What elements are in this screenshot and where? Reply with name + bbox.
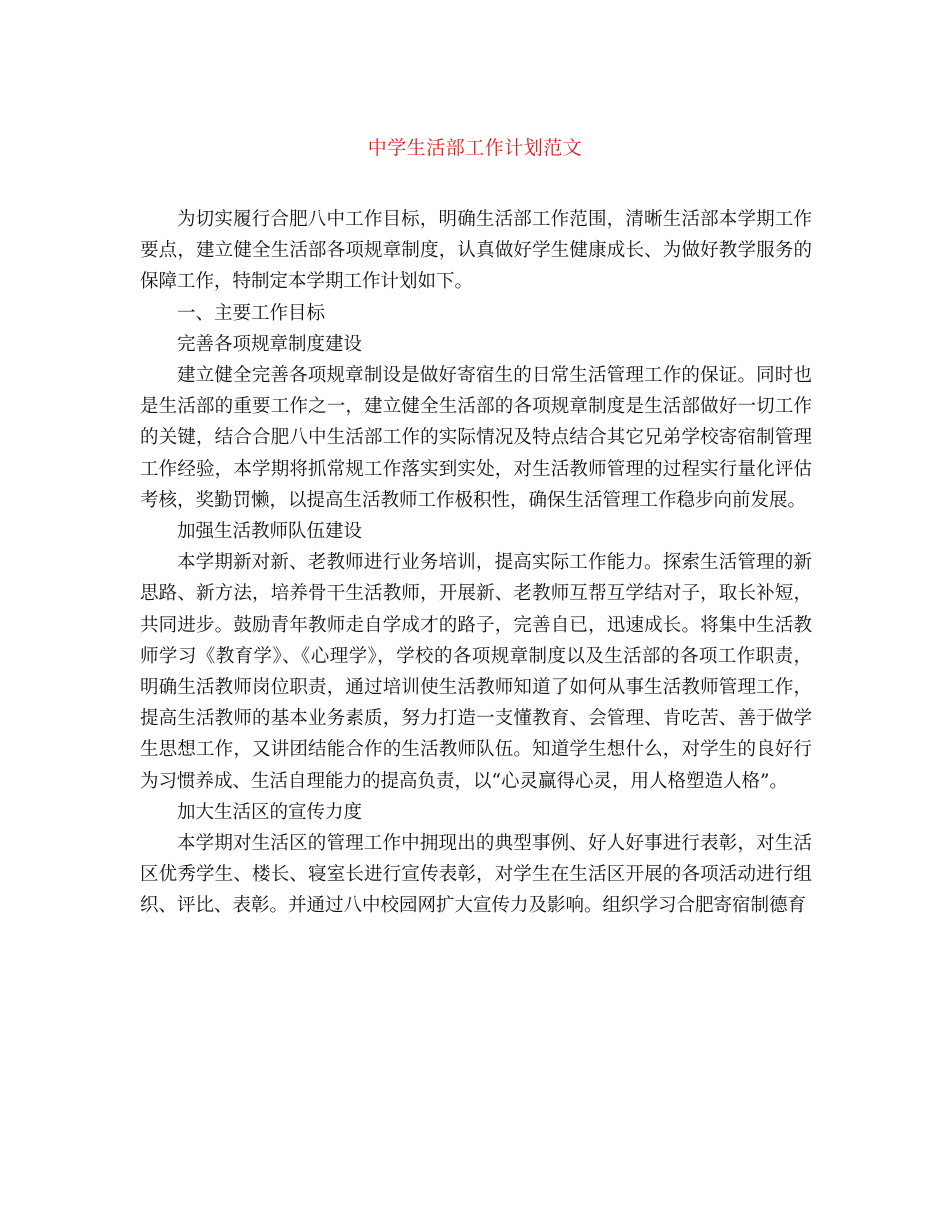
subheading-teacher-team: 加强生活教师队伍建设 (177, 521, 363, 543)
section-heading-main-goals: 一、主要工作目标 (177, 302, 326, 324)
document-title: 中学生活部工作计划范文 (367, 137, 583, 159)
subheading-regulations: 完善各项规章制度建设 (177, 333, 363, 355)
paragraph-regulations: 建立健全完善各项规章制设是做好寄宿生的日常生活管理工作的保证。同时也是生活部的重要工作之一，建立健全生活部的各项规章制度是生活部做好一切工作的关键，结合合肥八中生活部工作的实际情况及特点结合其它兄弟学校寄宿制管理工作经验，本学期将抓常规工作落实到实处，对生活教师管理的过程实行量化评估考核，奖勤罚懒，以提高生活教师工作极积性，确保生活管理工作稳步向前发展。 (140, 365, 812, 511)
paragraph-teacher-team: 本学期新对新、老教师进行业务培训，提高实际工作能力。探索生活管理的新思路、新方法，培养骨干生活教师，开展新、老教师互帮互学结对子，取长补短，共同进步。鼓励青年教师走自学成才的路子，完善自已，迅速成长。将集中生活教师学习《教育学》、《心理学》，学校的各项规章制度以及生活部的各项工作职责，明确生活教师岗位职责，通过培训使生活教师知道了如何从事生活教师管理工作，提高生活教师的基本业务素质，努力打造一支懂教育、会管理、肯吃苦、善于做学生思想工作，又讲团结能合作的生活教师队伍。知道学生想什么，对学生的良好行为习惯养成、生活自理能力的提高负责，以“心灵赢得心灵，用人格塑造人格”。 (140, 552, 812, 792)
intro-paragraph: 为切实履行合肥八中工作目标，明确生活部工作范围，清晰生活部本学期工作要点，建立健全生活部各项规章制度，认真做好学生健康成长、为做好教学服务的保障工作，特制定本学期工作计划如下。 (140, 209, 812, 293)
document-body (140, 204, 812, 922)
subheading-publicity: 加大生活区的宣传力度 (177, 801, 363, 823)
paragraph-publicity: 本学期对生活区的管理工作中拥现出的典型事例、好人好事进行表彰，对生活区优秀学生、楼长、寝室长进行宣传表彰，对学生在生活区开展的各项活动进行组织、评比、表彰。并通过八中校园网扩大宣传力及影响。组织学习合肥寄宿制德育 (140, 833, 812, 917)
